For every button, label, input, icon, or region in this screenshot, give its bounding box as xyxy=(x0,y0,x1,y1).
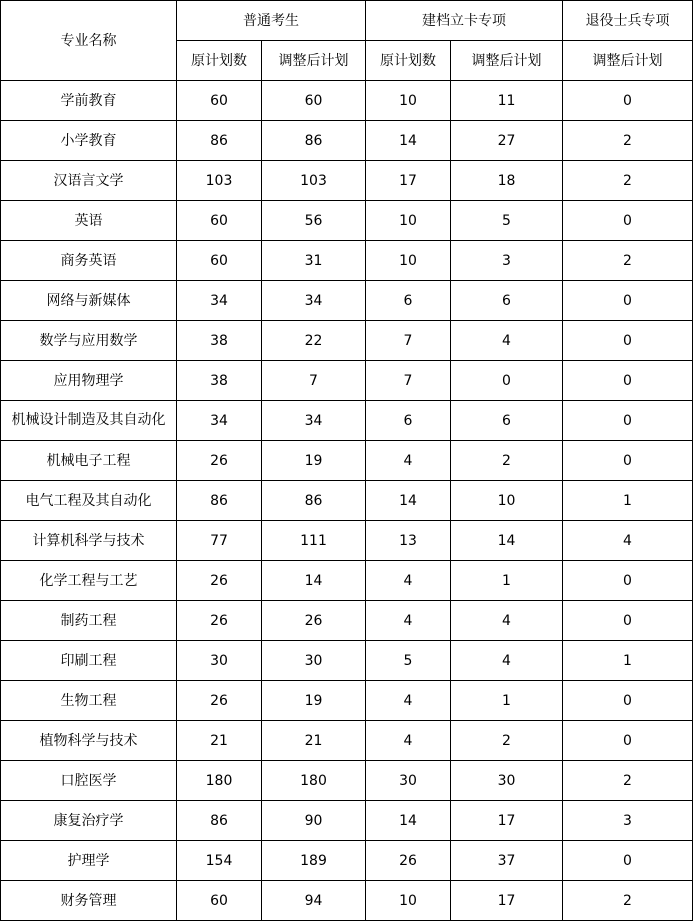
file-card-orig-plan-cell: 6 xyxy=(366,281,451,321)
general-orig-plan-cell: 180 xyxy=(177,761,262,801)
file-card-orig-plan-cell: 4 xyxy=(366,601,451,641)
general-adjusted-plan-cell: 22 xyxy=(262,321,366,361)
general-orig-plan-cell: 60 xyxy=(177,201,262,241)
general-adjusted-plan-cell: 56 xyxy=(262,201,366,241)
veteran-adjusted-plan-cell: 0 xyxy=(563,441,693,481)
major-name-cell: 电气工程及其自动化 xyxy=(1,481,177,521)
major-name-cell: 网络与新媒体 xyxy=(1,281,177,321)
table-row xyxy=(1,121,693,161)
file-card-adjusted-plan-cell: 30 xyxy=(451,761,563,801)
table-row xyxy=(1,841,693,881)
file-card-adjusted-plan-cell: 10 xyxy=(451,481,563,521)
table-row xyxy=(1,241,693,281)
general-orig-plan-cell: 86 xyxy=(177,801,262,841)
file-card-adjusted-plan-cell: 6 xyxy=(451,281,563,321)
file-card-adjusted-plan-cell: 37 xyxy=(451,841,563,881)
major-name-cell: 数学与应用数学 xyxy=(1,321,177,361)
file-card-orig-plan-cell: 14 xyxy=(366,121,451,161)
table-row xyxy=(1,401,693,441)
general-orig-plan-cell: 86 xyxy=(177,121,262,161)
general-adjusted-plan-cell: 26 xyxy=(262,601,366,641)
table-row xyxy=(1,161,693,201)
file-card-orig-plan-cell: 17 xyxy=(366,161,451,201)
veteran-adjusted-plan-cell: 0 xyxy=(563,841,693,881)
file-card-adjusted-plan-cell: 18 xyxy=(451,161,563,201)
major-name-cell: 小学教育 xyxy=(1,121,177,161)
file-card-adjusted-plan-cell: 17 xyxy=(451,881,563,921)
veteran-adjusted-plan-cell: 0 xyxy=(563,681,693,721)
file-card-adjusted-plan-cell: 5 xyxy=(451,201,563,241)
major-name-cell: 计算机科学与技术 xyxy=(1,521,177,561)
major-name-header: 专业名称 xyxy=(1,1,177,81)
table-row xyxy=(1,681,693,721)
veteran-adjusted-plan-cell: 0 xyxy=(563,81,693,121)
general-orig-plan-cell: 103 xyxy=(177,161,262,201)
file-card-special-header: 建档立卡专项 xyxy=(366,1,563,41)
general-adjusted-plan-cell: 94 xyxy=(262,881,366,921)
general-adjusted-plan-cell: 19 xyxy=(262,441,366,481)
general-adjusted-plan-cell: 21 xyxy=(262,721,366,761)
file-card-adjusted-plan-cell: 1 xyxy=(451,681,563,721)
file-card-orig-plan-cell: 14 xyxy=(366,801,451,841)
file-card-orig-plan-cell: 4 xyxy=(366,441,451,481)
major-name-cell: 商务英语 xyxy=(1,241,177,281)
file-card-adjusted-plan-cell: 4 xyxy=(451,601,563,641)
file-card-adjusted-plan-cell: 4 xyxy=(451,641,563,681)
table-row xyxy=(1,201,693,241)
veteran-adjusted-plan-cell: 2 xyxy=(563,761,693,801)
general-adjusted-plan-cell: 14 xyxy=(262,561,366,601)
major-name-cell: 印刷工程 xyxy=(1,641,177,681)
general-adjusted-plan-cell: 90 xyxy=(262,801,366,841)
table-row xyxy=(1,361,693,401)
file-card-adjusted-plan-cell: 6 xyxy=(451,401,563,441)
table-row xyxy=(1,881,693,921)
major-name-cell: 财务管理 xyxy=(1,881,177,921)
veteran-adjusted-plan-header: 调整后计划 xyxy=(563,41,693,81)
general-orig-plan-cell: 30 xyxy=(177,641,262,681)
file-card-adjusted-plan-cell: 27 xyxy=(451,121,563,161)
veteran-adjusted-plan-cell: 2 xyxy=(563,241,693,281)
table-row xyxy=(1,441,693,481)
general-orig-plan-cell: 154 xyxy=(177,841,262,881)
table-row xyxy=(1,761,693,801)
major-name-cell: 学前教育 xyxy=(1,81,177,121)
file-card-adjusted-plan-cell: 2 xyxy=(451,441,563,481)
general-adjusted-plan-cell: 30 xyxy=(262,641,366,681)
general-orig-plan-cell: 77 xyxy=(177,521,262,561)
major-name-cell: 康复治疗学 xyxy=(1,801,177,841)
table-row xyxy=(1,481,693,521)
file-card-orig-plan-cell: 4 xyxy=(366,681,451,721)
general-orig-plan-cell: 21 xyxy=(177,721,262,761)
file-card-orig-plan-cell: 5 xyxy=(366,641,451,681)
table-row xyxy=(1,561,693,601)
file-card-orig-plan-cell: 7 xyxy=(366,361,451,401)
general-orig-plan-cell: 34 xyxy=(177,281,262,321)
veteran-adjusted-plan-cell: 3 xyxy=(563,801,693,841)
veteran-adjusted-plan-cell: 1 xyxy=(563,481,693,521)
veteran-adjusted-plan-cell: 0 xyxy=(563,601,693,641)
major-name-cell: 护理学 xyxy=(1,841,177,881)
veteran-adjusted-plan-cell: 0 xyxy=(563,721,693,761)
file-card-orig-plan-cell: 14 xyxy=(366,481,451,521)
general-adjusted-plan-cell: 31 xyxy=(262,241,366,281)
general-adjusted-plan-cell: 19 xyxy=(262,681,366,721)
veteran-adjusted-plan-cell: 0 xyxy=(563,321,693,361)
file-card-adjusted-plan-header: 调整后计划 xyxy=(451,41,563,81)
table-row xyxy=(1,601,693,641)
file-card-orig-plan-cell: 7 xyxy=(366,321,451,361)
general-students-header: 普通考生 xyxy=(177,1,366,41)
veteran-adjusted-plan-cell: 2 xyxy=(563,121,693,161)
general-adjusted-plan-cell: 7 xyxy=(262,361,366,401)
table-row xyxy=(1,281,693,321)
veteran-adjusted-plan-cell: 1 xyxy=(563,641,693,681)
file-card-orig-plan-cell: 30 xyxy=(366,761,451,801)
general-orig-plan-cell: 38 xyxy=(177,361,262,401)
file-card-orig-plan-cell: 13 xyxy=(366,521,451,561)
file-card-orig-plan-cell: 10 xyxy=(366,241,451,281)
table-row xyxy=(1,81,693,121)
general-adjusted-plan-cell: 86 xyxy=(262,121,366,161)
veteran-adjusted-plan-cell: 2 xyxy=(563,881,693,921)
file-card-adjusted-plan-cell: 11 xyxy=(451,81,563,121)
general-adjusted-plan-cell: 103 xyxy=(262,161,366,201)
general-adjusted-plan-cell: 111 xyxy=(262,521,366,561)
general-adjusted-plan-cell: 189 xyxy=(262,841,366,881)
file-card-orig-plan-cell: 6 xyxy=(366,401,451,441)
veteran-adjusted-plan-cell: 0 xyxy=(563,361,693,401)
major-name-cell: 应用物理学 xyxy=(1,361,177,401)
file-card-adjusted-plan-cell: 1 xyxy=(451,561,563,601)
major-name-cell: 英语 xyxy=(1,201,177,241)
veteran-adjusted-plan-cell: 0 xyxy=(563,561,693,601)
file-card-adjusted-plan-cell: 17 xyxy=(451,801,563,841)
file-card-orig-plan-cell: 4 xyxy=(366,561,451,601)
file-card-adjusted-plan-cell: 3 xyxy=(451,241,563,281)
table-header xyxy=(1,1,693,81)
veteran-adjusted-plan-cell: 0 xyxy=(563,201,693,241)
file-card-adjusted-plan-cell: 2 xyxy=(451,721,563,761)
general-orig-plan-cell: 38 xyxy=(177,321,262,361)
file-card-adjusted-plan-cell: 14 xyxy=(451,521,563,561)
general-adjusted-plan-cell: 180 xyxy=(262,761,366,801)
file-card-orig-plan-cell: 10 xyxy=(366,201,451,241)
general-adjusted-plan-header: 调整后计划 xyxy=(262,41,366,81)
file-card-orig-plan-cell: 10 xyxy=(366,81,451,121)
general-adjusted-plan-cell: 34 xyxy=(262,401,366,441)
general-orig-plan-cell: 26 xyxy=(177,681,262,721)
file-card-orig-plan-cell: 4 xyxy=(366,721,451,761)
table-body xyxy=(1,81,693,921)
veteran-adjusted-plan-cell: 0 xyxy=(563,281,693,321)
major-name-cell: 制药工程 xyxy=(1,601,177,641)
major-name-cell: 口腔医学 xyxy=(1,761,177,801)
general-orig-plan-header: 原计划数 xyxy=(177,41,262,81)
veteran-adjusted-plan-cell: 4 xyxy=(563,521,693,561)
veteran-adjusted-plan-cell: 0 xyxy=(563,401,693,441)
table-row xyxy=(1,521,693,561)
major-name-cell: 汉语言文学 xyxy=(1,161,177,201)
veteran-adjusted-plan-cell: 2 xyxy=(563,161,693,201)
major-name-cell: 植物科学与技术 xyxy=(1,721,177,761)
major-name-cell: 化学工程与工艺 xyxy=(1,561,177,601)
file-card-orig-plan-header: 原计划数 xyxy=(366,41,451,81)
general-adjusted-plan-cell: 60 xyxy=(262,81,366,121)
general-adjusted-plan-cell: 34 xyxy=(262,281,366,321)
file-card-adjusted-plan-cell: 0 xyxy=(451,361,563,401)
general-orig-plan-cell: 34 xyxy=(177,401,262,441)
general-orig-plan-cell: 26 xyxy=(177,601,262,641)
general-orig-plan-cell: 26 xyxy=(177,561,262,601)
general-orig-plan-cell: 60 xyxy=(177,81,262,121)
major-name-cell: 机械设计制造及其自动化 xyxy=(1,401,177,441)
general-orig-plan-cell: 60 xyxy=(177,881,262,921)
veteran-special-header: 退役士兵专项 xyxy=(563,1,693,41)
table-row xyxy=(1,801,693,841)
table-row xyxy=(1,321,693,361)
file-card-adjusted-plan-cell: 4 xyxy=(451,321,563,361)
general-orig-plan-cell: 60 xyxy=(177,241,262,281)
table-row xyxy=(1,641,693,681)
table-row xyxy=(1,721,693,761)
major-name-cell: 机械电子工程 xyxy=(1,441,177,481)
file-card-orig-plan-cell: 26 xyxy=(366,841,451,881)
general-orig-plan-cell: 26 xyxy=(177,441,262,481)
major-name-cell: 生物工程 xyxy=(1,681,177,721)
file-card-orig-plan-cell: 10 xyxy=(366,881,451,921)
general-orig-plan-cell: 86 xyxy=(177,481,262,521)
general-adjusted-plan-cell: 86 xyxy=(262,481,366,521)
